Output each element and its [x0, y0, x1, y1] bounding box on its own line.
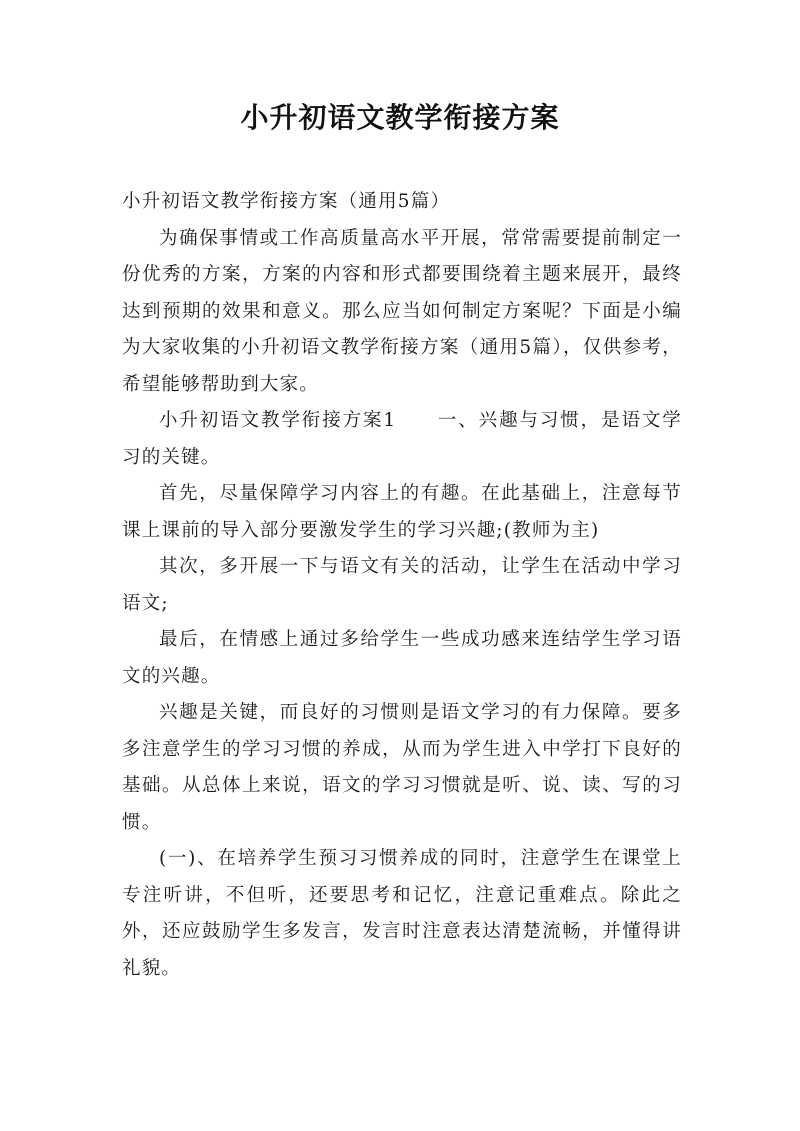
body-paragraph: 首先，尽量保障学习内容上的有趣。在此基础上，注意每节课上课前的导入部分要激发学生的学习兴趣;(教师为主): [122, 483, 682, 541]
intro-paragraph: 为确保事情或工作高质量高水平开展，常常需要提前制定一份优秀的方案，方案的内容和形式都要围绕着主题来展开，最终达到预期的效果和意义。那么应当如何制定方案呢？下面是小编为大家收集的小升初语文教学衔接方案（通用5篇），仅供参考，希望能够帮助到大家。: [122, 227, 682, 395]
subtitle-paragraph: 小升初语文教学衔接方案（通用5篇）: [122, 191, 451, 212]
section-heading-paragraph: 小升初语文教学衔接方案1 一、兴趣与习惯，是语文学习的关键。: [122, 410, 682, 468]
document-title: 小升初语文教学衔接方案: [240, 101, 560, 134]
document-body: [122, 184, 682, 987]
body-paragraph: (一)、在培养学生预习习惯养成的同时，注意学生在课堂上专注听讲，不但听，还要思考和记忆，注意记重难点。除此之外，还应鼓励学生多发言，发言时注意表达清楚流畅，并懂得讲礼貌。: [122, 848, 682, 979]
body-paragraph: 最后，在情感上通过多给学生一些成功感来连结学生学习语文的兴趣。: [122, 629, 682, 687]
body-paragraph: 其次，多开展一下与语文有关的活动，让学生在活动中学习语文;: [122, 556, 682, 614]
body-paragraph: 兴趣是关键，而良好的习惯则是语文学习的有力保障。要多多注意学生的学习习惯的养成，从而为学生进入中学打下良好的基础。从总体上来说，语文的学习习惯就是听、说、读、写的习惯。: [122, 702, 682, 833]
